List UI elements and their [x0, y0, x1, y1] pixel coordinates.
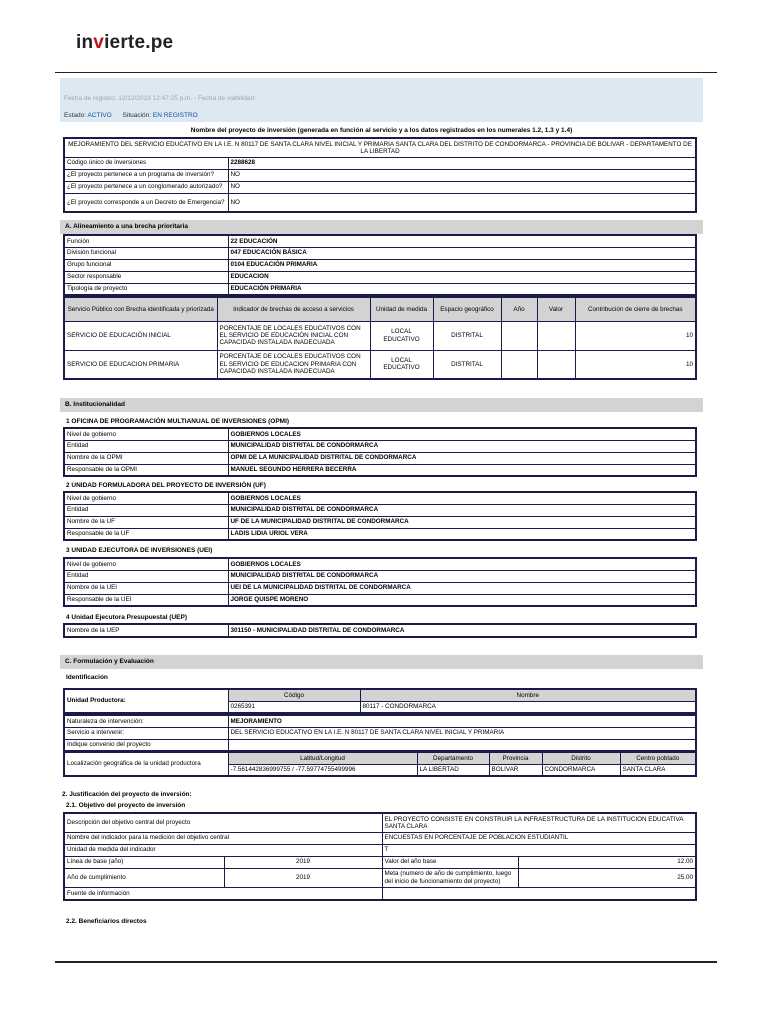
grupo-value: 0104 EDUCACIÓN PRIMARIA: [228, 259, 696, 271]
funcion-label: Función: [64, 235, 228, 247]
loc-col-centro-poblado: Centro poblado: [620, 752, 696, 764]
meta-value: 25.00: [518, 868, 696, 887]
uei-responsable-value: JORGE QUISPE MORENO: [228, 594, 696, 606]
uep-title: 4 Unidad Ejecutora Presupuestal (UEP): [66, 614, 188, 621]
descripcion-value: EL PROYECTO CONSISTE EN CONSTRUIR LA INFRAESTRUCTURA DE LA INSTITUCION EDUCATIVA SANTA CLARA: [382, 813, 696, 832]
valor-base-label: Valor del año base: [382, 856, 518, 868]
tipologia-value: EDUCACIÓN PRIMARIA: [228, 283, 696, 295]
uf-entidad-value: MUNICIPALIDAD DISTRITAL DE CONDORMARCA: [228, 504, 696, 516]
brechas-table: [63, 296, 697, 380]
up-col-nombre: Nombre: [360, 689, 696, 701]
conglomerado-label: ¿El proyecto pertenece a un conglomerado autorizado?: [64, 181, 228, 193]
opmi-title: 1 OFICINA DE PROGRAMACIÓN MULTIANUAL DE INVERSIONES (OPMI): [66, 418, 290, 425]
fuente-label: Fuente de información: [64, 887, 382, 900]
servicio-value: DEL SERVICIO EDUCATIVO EN LA I.E. N 80117 DE SANTA CLARA NIVEL INICIAL Y PRIMARIA: [228, 727, 696, 739]
funcion-value: 22 EDUCACIÓN: [228, 235, 696, 247]
top-divider: [55, 72, 717, 73]
tipologia-label: Tipología de proyecto: [64, 283, 228, 295]
uf-table: [63, 491, 697, 541]
uf-nivel-value: GOBIERNOS LOCALES: [228, 492, 696, 504]
col-contribucion: Contribución de cierre de brechas: [575, 297, 696, 321]
loc-col-departamento: Departamento: [417, 752, 489, 764]
uep-nombre-value: 301150 - MUNICIPALIDAD DISTRITAL DE CONDORMARCA: [228, 624, 696, 637]
brecha-valor: [537, 321, 575, 350]
up-col-codigo: Código: [228, 689, 360, 701]
up-label: Unidad Productora:: [64, 689, 228, 713]
brechas-header-row: [64, 297, 696, 321]
uei-nombre-value: UEI DE LA MUNICIPALIDAD DISTRITAL DE CONDORMARCA: [228, 582, 696, 594]
table-row: [64, 350, 696, 379]
uf-responsable-label: Responsable de la UF: [64, 528, 228, 540]
table-row: [64, 321, 696, 350]
brecha-anio: [501, 321, 537, 350]
uf-entidad-label: Entidad: [64, 504, 228, 516]
up-nombre: 80117 - CONDORMARCA: [360, 701, 696, 713]
brecha-espacio: DISTRITAL: [433, 350, 501, 379]
linea-base-label: Línea de base (año): [64, 856, 224, 868]
justificacion-title: 2. Justificación del proyecto de inversión:: [62, 791, 192, 798]
project-name: MEJORAMIENTO DEL SERVICIO EDUCATIVO EN LA I.E. N 80117 DE SANTA CLARA NIVEL INICIAL Y PRIMARIA SANTA CLARA DEL DISTRITO DE CONDORMARCA - PROVINCIA DE BOLIVAR - DEPARTAMENTO DE LA LIBERTAD: [64, 138, 696, 157]
project-table: [63, 137, 697, 213]
brecha-servicio: SERVICIO DE EDUCACION PRIMARIA: [64, 350, 217, 379]
invierte-logo: invierte.pe: [76, 32, 174, 53]
col-anio: Año: [501, 297, 537, 321]
opmi-entidad-value: MUNICIPALIDAD DISTRITAL DE CONDORMARCA: [228, 440, 696, 452]
anio-cumplimiento-label: Año de cumplimiento: [64, 868, 224, 887]
uf-nombre-label: Nombre de la UF: [64, 516, 228, 528]
loc-distrito: CONDORMARCA: [542, 764, 620, 776]
sector-label: Sector responsable: [64, 271, 228, 283]
division-value: 047 EDUCACIÓN BÁSICA: [228, 247, 696, 259]
up-codigo: 0265391: [228, 701, 360, 713]
localizacion-table: [63, 751, 697, 777]
col-valor: Valor: [537, 297, 575, 321]
brecha-contribucion: 10: [575, 321, 696, 350]
uep-nombre-label: Nombre de la UEP: [64, 624, 228, 637]
uf-nombre-value: UF DE LA MUNICIPALIDAD DISTRITAL DE CONDORMARCA: [228, 516, 696, 528]
bottom-divider: [55, 961, 717, 963]
opmi-responsable-value: MANUEL SEGUNDO HERRERA BECERRA: [228, 464, 696, 476]
valor-base-value: 12.00: [518, 856, 696, 868]
uep-table: [63, 623, 697, 638]
opmi-responsable-label: Responsable de la OPMI: [64, 464, 228, 476]
uf-responsable-value: LADIS LIDIA URIOL VERA: [228, 528, 696, 540]
anio-cumplimiento-value: 2019: [224, 868, 382, 887]
meta-label: Meta (numero de año de cumplimiento, luego del inicio de funcionamiento del proyecto): [382, 868, 518, 887]
cui-value: 2288628: [228, 157, 696, 169]
programa-value: NO: [228, 169, 696, 181]
brecha-indicador: PORCENTAJE DE LOCALES EDUCATIVOS CON EL SERVICIO DE EDUCACIÓN INICIAL CON CAPACIDAD INSTALADA INADECUADA: [217, 321, 370, 350]
beneficiarios-subtitle: 2.2. Beneficiarios directos: [66, 918, 147, 925]
col-indicador: Indicador de brechas de acceso a servicios: [217, 297, 370, 321]
loc-centro-poblado: SANTA CLARA: [620, 764, 696, 776]
programa-label: ¿El proyecto pertenece a un programa de inversión?: [64, 169, 228, 181]
sector-value: EDUCACION: [228, 271, 696, 283]
section-c-title: C. Formulación y Evaluación: [60, 655, 703, 669]
unidad-productora-table: [63, 688, 697, 714]
uei-nombre-label: Nombre de la UEI: [64, 582, 228, 594]
opmi-table: [63, 427, 697, 477]
objetivo-subtitle: 2.1. Objetivo del proyecto de inversión: [66, 802, 186, 809]
localizacion-label: Localización geográfica de la unidad productora: [64, 752, 228, 776]
indicador-value: ENCUESTAS EN PORCENTAJE DE POBLACION ESTUDIANTIL: [382, 832, 696, 844]
brecha-servicio: SERVICIO DE EDUCACIÓN INICIAL: [64, 321, 217, 350]
linea-base-value: 2019: [224, 856, 382, 868]
identificacion-title: Identificación: [66, 674, 108, 681]
objetivo-table: [63, 812, 697, 901]
descripcion-label: Descripción del objetivo central del proyecto: [64, 813, 382, 832]
loc-col-latlon: Latitud/Longitud: [228, 752, 417, 764]
uei-nivel-label: Nivel de gobierno: [64, 558, 228, 570]
convenio-label: Indique convenio del proyecto: [64, 739, 228, 751]
convenio-value: [228, 739, 696, 751]
loc-latlon: -7.561442836999755 / -77.59774755499996: [228, 764, 417, 776]
unidad-medida-value: T: [382, 844, 696, 856]
uei-nivel-value: GOBIERNOS LOCALES: [228, 558, 696, 570]
naturaleza-label: Naturaleza de intervención:: [64, 715, 228, 727]
opmi-nombre-value: OPMI DE LA MUNICIPALIDAD DISTRITAL DE CONDORMARCA: [228, 452, 696, 464]
indicador-label: Nombre del indicador para la medición del objetivo central: [64, 832, 382, 844]
brecha-espacio: DISTRITAL: [433, 321, 501, 350]
uf-title: 2 UNIDAD FORMULADORA DEL PROYECTO DE INVERSIÓN (UF): [66, 482, 266, 489]
opmi-entidad-label: Entidad: [64, 440, 228, 452]
intervencion-table: [63, 714, 697, 752]
servicio-label: Servicio a intervenir:: [64, 727, 228, 739]
brecha-contribucion: 10: [575, 350, 696, 379]
col-servicio: Servicio Público con Brecha identificada y priorizada: [64, 297, 217, 321]
opmi-nivel-label: Nivel de gobierno: [64, 428, 228, 440]
unidad-medida-label: Unidad de medida del indicador: [64, 844, 382, 856]
situacion-value: EN REGISTRO: [152, 112, 198, 119]
naturaleza-value: MEJORAMIENTO: [228, 715, 696, 727]
loc-col-provincia: Provincia: [489, 752, 542, 764]
opmi-nivel-value: GOBIERNOS LOCALES: [228, 428, 696, 440]
fuente-value: [382, 887, 696, 900]
loc-departamento: LA LIBERTAD: [417, 764, 489, 776]
uei-title: 3 UNIDAD EJECUTORA DE INVERSIONES (UEI): [66, 547, 213, 554]
col-espacio: Espacio geográfico: [433, 297, 501, 321]
estado-value: ACTIVO: [87, 112, 112, 119]
brecha-anio: [501, 350, 537, 379]
conglomerado-value: NO: [228, 181, 696, 193]
project-name-heading: Nombre del proyecto de inversión (generada en función al servicio y a los datos registrados en los numerales 1.2, 1.3 y 1.4): [190, 127, 573, 134]
loc-provincia: BOLIVAR: [489, 764, 542, 776]
loc-col-distrito: Distrito: [542, 752, 620, 764]
emergencia-label: ¿El proyecto corresponde a un Decreto de Emergencia?: [64, 193, 228, 212]
col-unidad: Unidad de medida: [370, 297, 433, 321]
section-b-title: B. Institucionalidad: [60, 398, 703, 412]
status-line: Estado: ACTIVO Situación: EN REGISTRO: [64, 112, 198, 119]
brecha-valor: [537, 350, 575, 379]
uei-entidad-value: MUNICIPALIDAD DISTRITAL DE CONDORMARCA: [228, 570, 696, 582]
section-a-table: [63, 234, 697, 296]
uei-table: [63, 557, 697, 607]
opmi-nombre-label: Nombre de la OPMI: [64, 452, 228, 464]
brecha-indicador: PORCENTAJE DE LOCALES EDUCATIVOS CON EL SERVICIO DE EDUCACION PRIMARIA CON CAPACIDAD INSTALADA INADECUADA: [217, 350, 370, 379]
emergencia-value: NO: [228, 193, 696, 212]
registro-dates: Fecha de registro: 12/12/2019 12:47:25 p.m. - Fecha de viabilidad:: [64, 95, 256, 102]
section-a-title: A. Alineamiento a una brecha prioritaria: [60, 220, 703, 234]
brecha-unidad: LOCAL EDUCATIVO: [370, 321, 433, 350]
cui-label: Código único de inversiones: [64, 157, 228, 169]
uf-nivel-label: Nivel de gobierno: [64, 492, 228, 504]
uei-entidad-label: Entidad: [64, 570, 228, 582]
grupo-label: Grupo funcional: [64, 259, 228, 271]
header-panel: [60, 78, 703, 122]
brecha-unidad: LOCAL EDUCATIVO: [370, 350, 433, 379]
division-label: División funcional: [64, 247, 228, 259]
uei-responsable-label: Responsable de la UEI: [64, 594, 228, 606]
